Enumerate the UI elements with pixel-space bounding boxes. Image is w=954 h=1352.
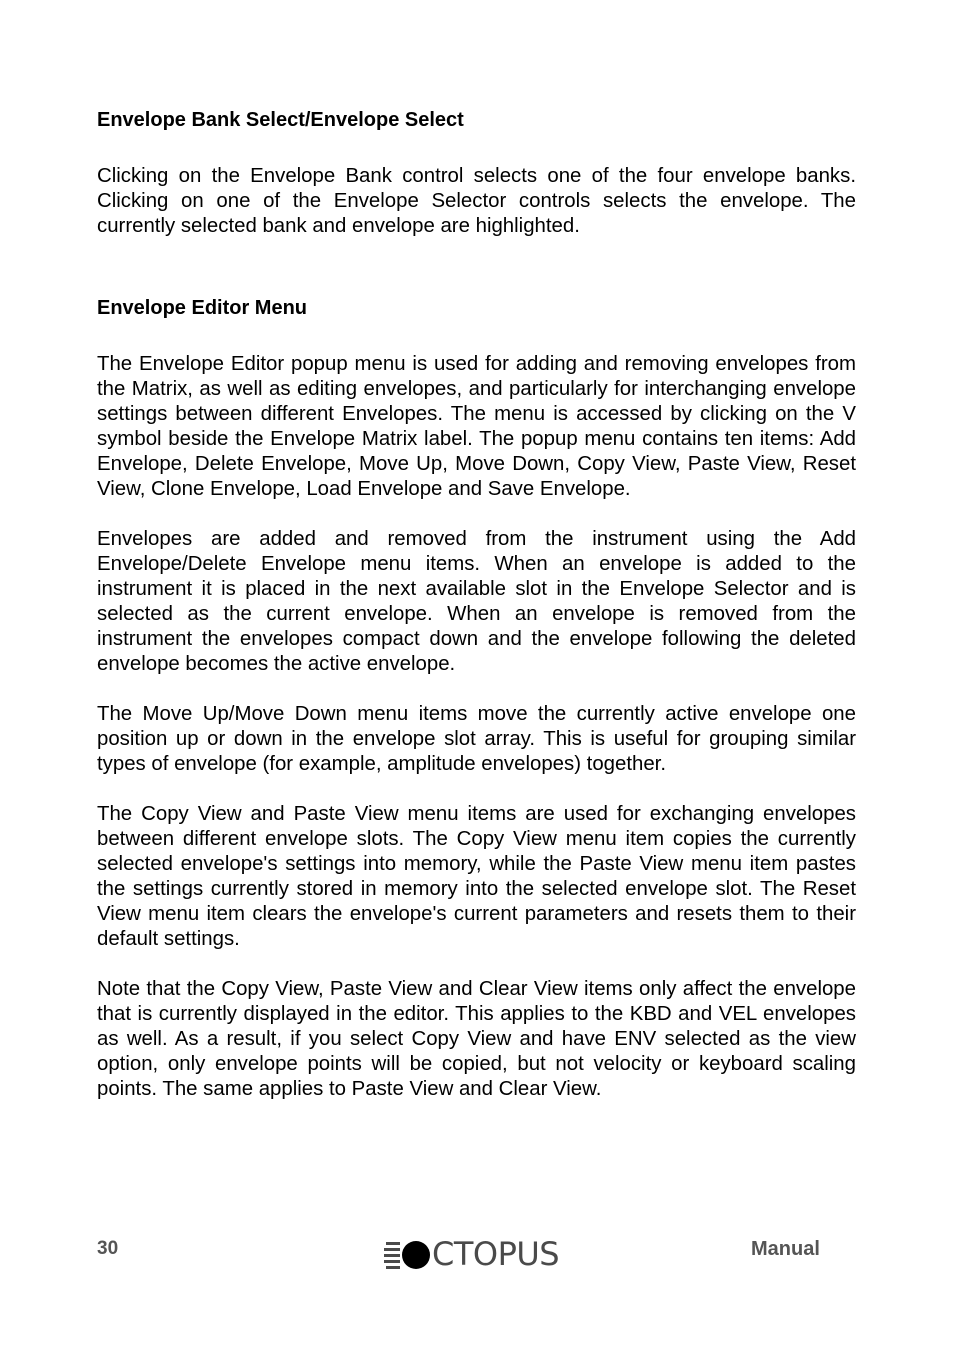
page-number: 30 (97, 1238, 119, 1259)
paragraph-add-delete-envelope: Envelopes are added and removed from the instrument using the Add Envelope/Delete Envelope menu items. When an envelope is added to the instrument it is placed in the next available slot in the Envelope Selector and is selected as the current envelope. When an envelope is removed from the instrument the envelopes compact down and the envelope following the deleted envelope becomes the active envelope. (97, 528, 856, 675)
paragraph-copy-paste-view: The Copy View and Paste View menu items are used for exchanging envelopes between different envelope slots. The Copy View menu item copies the currently selected envelope's settings into memory, while the Paste View menu item pastes the settings currently stored in memory into the selected envelope slot. The Reset View menu item clears the envelope's current parameters and resets them to their default settings. (97, 803, 856, 950)
paragraph-view-note: Note that the Copy View, Paste View and Clear View items only affect the envelope that is currently displayed in the editor. This applies to the KBD and VEL envelopes as well. As a result, if you select Copy View and have ENV selected as the view option, only envelope points will be copied, but not velocity or keyboard scaling points. The same applies to Paste View and Clear View. (97, 978, 856, 1100)
octopus-logo-icon (384, 1234, 432, 1274)
paragraph-move-up-down: The Move Up/Move Down menu items move the currently active envelope one position up or down in the envelope slot array. This is useful for grouping similar types of envelope (for example, amplitude envelopes) together. (97, 703, 856, 775)
octopus-logo (384, 1234, 574, 1274)
footer-manual-label: Manual (751, 1238, 820, 1260)
paragraph-envelope-bank-select: Clicking on the Envelope Bank control selects one of the four envelope banks. Clicking on one of the Envelope Selector controls selects the envelope. The currently selected bank and envelope are highlighted. (97, 165, 856, 237)
page-footer (0, 1232, 954, 1276)
section-heading-envelope-bank-select: Envelope Bank Select/Envelope Select (97, 109, 464, 131)
logo-wordmark: CTOPUS (432, 1235, 560, 1273)
document-page (97, 106, 856, 1102)
section-heading-envelope-editor-menu: Envelope Editor Menu (97, 297, 308, 319)
paragraph-editor-menu-overview: The Envelope Editor popup menu is used for adding and removing envelopes from the Matrix, as well as editing envelopes, and particularly for interchanging envelope settings between different Envelopes. The menu is accessed by clicking on the V symbol beside the Envelope Matrix label. The popup menu contains ten items: Add Envelope, Delete Envelope, Move Up, Move Down, Copy View, Paste View, Reset View, Clone Envelope, Load Envelope and Save Envelope. (97, 353, 856, 500)
